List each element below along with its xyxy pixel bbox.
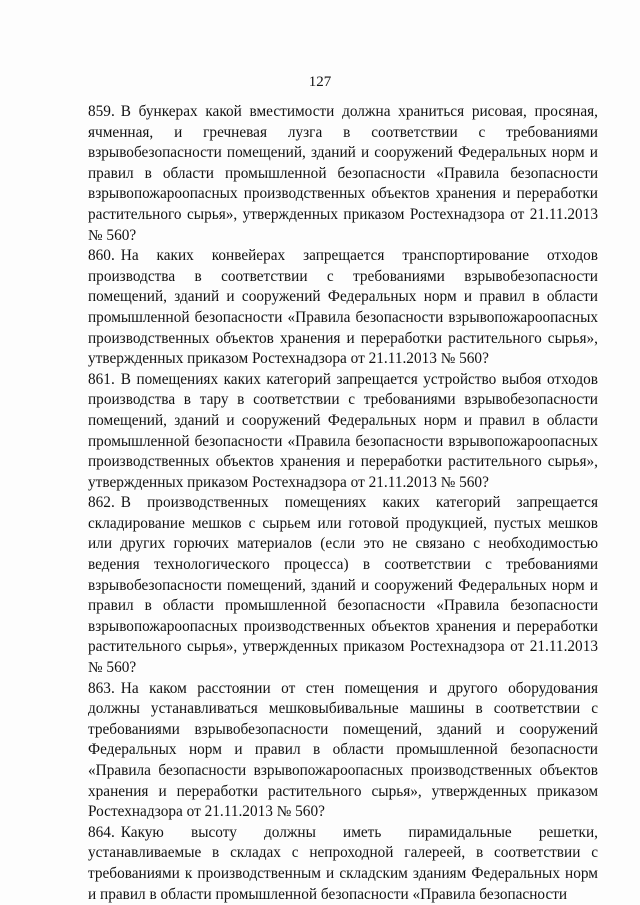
page-number: 127 — [308, 74, 332, 90]
question-number: 864. — [88, 823, 115, 841]
question-text: В производственных помещениях каких категорий запрещается складирование мешков с сырьем или готовой продукцией, пустых мешков или других горючих материалов (если это не связано с необходимостью ведения технологического процесса) в соответствии с требованиями взрывобезопасности помещений, зданий и сооружений Федеральных норм и правил в области промышленной безопасности «Правила безопасности взрывопожароопасных производственных объектов хранения и переработки растительного сырья», утвержденных приказом Ростехнадзора от 21.11.2013 № 560? — [88, 494, 598, 677]
question-number: 859. — [88, 103, 115, 120]
question-863 — [88, 679, 598, 823]
question-864 — [88, 823, 598, 905]
question-list — [88, 102, 598, 905]
question-number: 863. — [88, 679, 115, 697]
question-number: 862. — [88, 494, 115, 512]
question-number: 860. — [88, 247, 115, 265]
question-862 — [88, 493, 598, 678]
question-text: Какую высоту должны иметь пирамидальные решетки, устанавливаемые в складах с непроходной галереей, в соответствии с требованиями к производственным и складским зданиям Федеральных норм и правил в области промышленной безопасности «Правила безопасности — [88, 823, 598, 903]
question-text: На каких конвейерах запрещается транспортирование отходов производства в соответствии с требованиями взрывобезопасности помещений, зданий и сооружений Федеральных норм и правил в области промышленной безопасности «Правила безопасности взрывопожароопасных производственных объектов хранения и переработки растительного сырья», утвержденных приказом Ростехнадзора от 21.11.2013 № 560? — [88, 247, 598, 368]
question-number: 861. — [88, 370, 115, 388]
question-860 — [88, 246, 598, 370]
question-text: В бункерах какой вместимости должна храниться рисовая, просяная, ячменная, и гречневая лузга в соответствии с требованиями взрывобезопасности помещений, зданий и сооружений Федеральных норм и правил в области промышленной безопасности «Правила безопасности взрывопожароопасных производственных объектов хранения и переработки растительного сырья», утвержденных приказом Ростехнадзора от 21.11.2013 № 560? — [88, 103, 598, 244]
question-861 — [88, 370, 598, 494]
question-text: В помещениях каких категорий запрещается устройство выбоя отходов производства в тару в соответствии с требованиями взрывобезопасности помещений, зданий и сооружений Федеральных норм и правил в области промышленной безопасности «Правила безопасности взрывопожароопасных производственных объектов хранения и переработки растительного сырья», утвержденных приказом Ростехнадзора от 21.11.2013 № 560? — [88, 370, 598, 491]
question-text: На каком расстоянии от стен помещения и другого оборудования должны устанавливаться мешковыбивальные машины в соответствии с требованиями взрывобезопасности помещений, зданий и сооружений Федеральных норм и правил в области промышленной безопасности «Правила безопасности взрывопожароопасных производственных объектов хранения и переработки растительного сырья», утвержденных приказом Ростехнадзора от 21.11.2013 № 560? — [88, 679, 598, 821]
question-859 — [88, 102, 598, 246]
